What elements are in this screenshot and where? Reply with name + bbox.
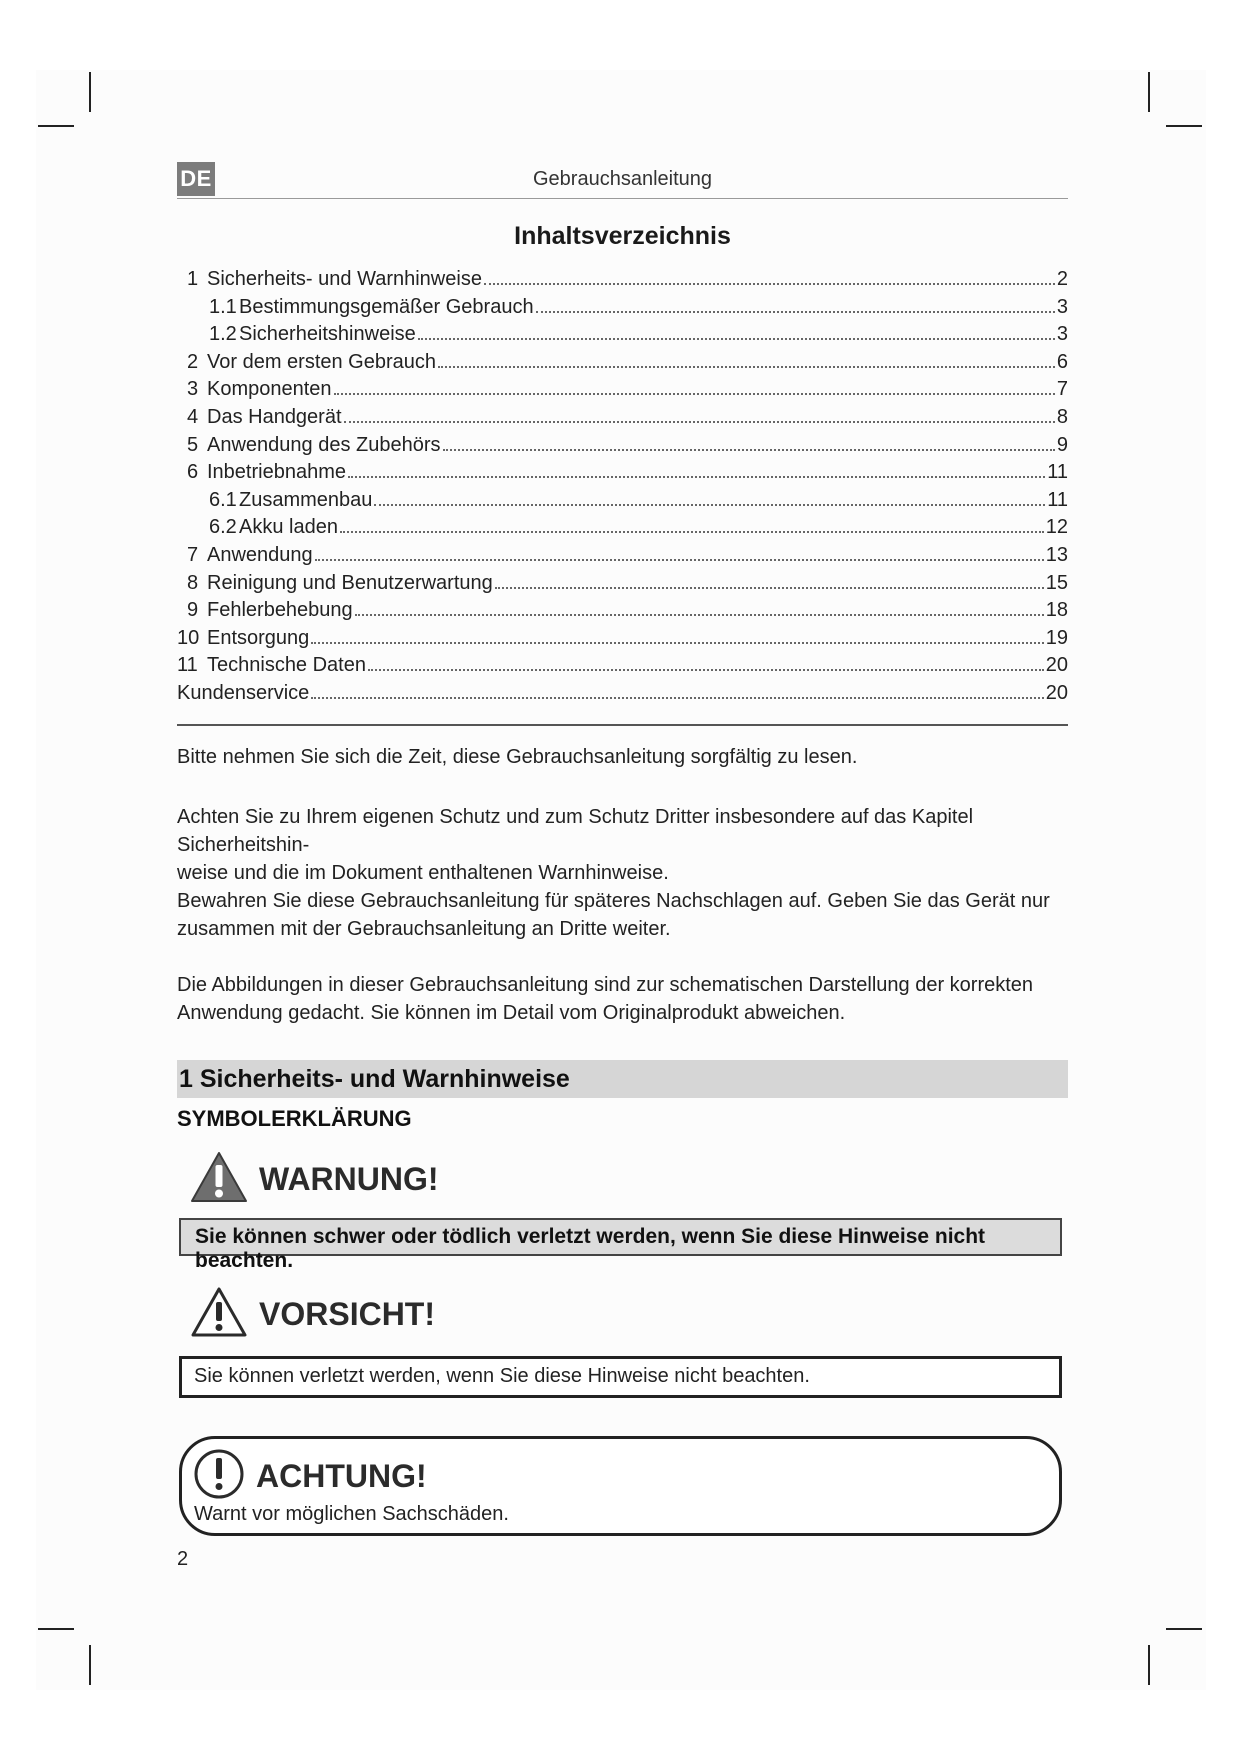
toc-entry-page: 6 (1056, 350, 1068, 373)
toc-leader-dots (311, 641, 1043, 644)
crop-mark (89, 1645, 91, 1685)
intro-line: weise und die im Dokument enthaltenen Warnhinweise. (177, 862, 669, 884)
toc-entry-number: 8 (187, 571, 199, 594)
toc-entry (177, 542, 1068, 570)
intro-line: Achten Sie zu Ihrem eigenen Schutz und zum Schutz Dritter insbesondere auf das Kapitel Sicherheitshin- (177, 806, 974, 856)
intro-paragraph-3 (177, 887, 1068, 943)
toc-entry-label: Sicherheits- und Warnhinweise (207, 268, 482, 290)
toc-leader-dots (344, 420, 1055, 423)
exclamation-circle-icon (192, 1447, 246, 1506)
caution-text: Sie können verletzt werden, wenn Sie diese Hinweise nicht beachten. (194, 1365, 810, 1387)
toc-entry (177, 625, 1068, 653)
toc-entry (177, 432, 1068, 460)
intro-paragraph-1 (177, 743, 1068, 771)
toc-entry-number: 4 (187, 405, 199, 428)
warning-heading (189, 1150, 439, 1209)
toc-entry-number: 3 (187, 378, 199, 401)
toc-entry-number: 6.1 (209, 488, 237, 511)
toc-leader-dots (418, 337, 1055, 340)
toc-entry-label: Inbetriebnahme (207, 461, 346, 484)
toc-leader-dots (334, 392, 1055, 395)
toc-entry-page: 20 (1045, 681, 1068, 704)
notice-text: Warnt vor möglichen Sachschäden. (194, 1503, 509, 1525)
toc-entry-page: 7 (1056, 378, 1068, 401)
toc-entry-label: Komponenten (207, 378, 332, 401)
crop-mark (1166, 1628, 1202, 1630)
toc-entry-number: 7 (187, 543, 199, 566)
divider (177, 724, 1068, 726)
toc-leader-dots (374, 503, 1045, 506)
toc-entry-page: 9 (1056, 433, 1068, 456)
intro-paragraph-2 (177, 803, 1068, 887)
caution-box (179, 1356, 1062, 1398)
toc-entry-page: 15 (1045, 571, 1068, 594)
toc-entry (177, 597, 1068, 625)
toc-entry-label: Akku laden (239, 516, 338, 539)
toc-entry-page: 20 (1045, 654, 1068, 677)
toc-entry-number: 10 (177, 626, 200, 649)
section-heading-bar (177, 1060, 1068, 1098)
toc-leader-dots (438, 365, 1055, 368)
page-number: 2 (177, 1548, 189, 1570)
toc-entry (177, 652, 1068, 680)
toc-leader-dots (355, 613, 1044, 616)
warning-text: Sie können schwer oder tödlich verletzt werden, wenn Sie diese Hinweise nicht beachten. (195, 1225, 986, 1272)
toc-entry (177, 570, 1068, 598)
toc-entry-number: 9 (187, 599, 199, 622)
toc-entry (177, 487, 1068, 515)
notice-box (179, 1436, 1062, 1536)
toc-entry (177, 514, 1068, 542)
header-title: Gebrauchsanleitung (532, 168, 712, 190)
toc-leader-dots (495, 586, 1044, 589)
caution-heading (189, 1285, 435, 1344)
toc-entry-label: Bestimmungsgemäßer Gebrauch (239, 295, 534, 318)
crop-mark (89, 72, 91, 112)
toc-entry-page: 3 (1056, 323, 1068, 346)
toc-entry-number: 1 (187, 268, 199, 290)
toc-entry (177, 376, 1068, 404)
toc-entry-page: 3 (1056, 295, 1068, 318)
language-badge: DE (177, 162, 215, 196)
toc-entry-number: 1.2 (209, 323, 237, 346)
warning-signal-word: WARNUNG! (259, 1161, 439, 1197)
toc-entry-number: 6.2 (209, 516, 237, 539)
toc-entry-label: Entsorgung (207, 626, 310, 649)
crop-mark (1148, 1645, 1150, 1685)
toc-entry-label: Technische Daten (207, 654, 366, 677)
intro-line: zusammen mit der Gebrauchsanleitung an Dritte weiter. (177, 918, 671, 940)
crop-mark (1166, 125, 1202, 127)
intro-line: Bewahren Sie diese Gebrauchsanleitung für späteres Nachschlagen auf. Geben Sie das Gerät nur (177, 890, 1050, 912)
toc-entry (177, 459, 1068, 487)
toc-entry (177, 266, 1068, 294)
toc-entry (177, 294, 1068, 322)
section-title: 1 Sicherheits- und Warnhinweise (179, 1065, 570, 1093)
toc-leader-dots (368, 668, 1044, 671)
toc-leader-dots (484, 282, 1055, 285)
notice-heading (192, 1447, 427, 1506)
toc-entry-label: Das Handgerät (207, 405, 342, 428)
toc-leader-dots (340, 530, 1044, 533)
toc-entry-number: 6 (187, 461, 199, 484)
toc-leader-dots (443, 448, 1055, 451)
intro-paragraph-4 (177, 971, 1068, 1027)
toc-entry (177, 404, 1068, 432)
toc-leader-dots (315, 558, 1044, 561)
toc-entry (177, 680, 1068, 708)
toc-entry-page: 19 (1045, 626, 1068, 649)
toc-leader-dots (536, 310, 1055, 313)
toc-entry-label: Fehlerbehebung (207, 599, 353, 622)
toc-entry (177, 321, 1068, 349)
toc-title: Inhaltsverzeichnis (514, 222, 731, 250)
intro-line: Anwendung gedacht. Sie können im Detail vom Originalprodukt abweichen. (177, 1002, 846, 1024)
toc-entry-page: 11 (1047, 461, 1068, 484)
table-of-contents (177, 266, 1068, 708)
crop-mark (38, 1628, 74, 1630)
symbol-explanation-heading: SYMBOLERKLÄRUNG (177, 1106, 412, 1131)
toc-entry-page: 8 (1056, 405, 1068, 428)
intro-line: Die Abbildungen in dieser Gebrauchsanleitung sind zur schematischen Darstellung der korrekten (177, 974, 1034, 996)
warning-triangle-icon (189, 1150, 249, 1209)
toc-entry-label: Vor dem ersten Gebrauch (207, 350, 437, 373)
toc-entry-page: 18 (1045, 599, 1068, 622)
warning-box (179, 1218, 1062, 1272)
toc-entry-page: 13 (1045, 543, 1068, 566)
crop-mark (38, 125, 74, 127)
notice-signal-word: ACHTUNG! (256, 1458, 427, 1494)
toc-entry-number: 1.1 (209, 295, 237, 318)
toc-entry-number: 11 (177, 654, 198, 677)
toc-entry-label: Zusammenbau (239, 488, 373, 511)
toc-entry (177, 349, 1068, 377)
intro-line: Bitte nehmen Sie sich die Zeit, diese Gebrauchsanleitung sorgfältig zu lesen. (177, 746, 858, 768)
toc-entry-number: 2 (187, 350, 199, 373)
toc-entry-label: Anwendung (207, 543, 313, 566)
caution-signal-word: VORSICHT! (259, 1296, 435, 1332)
toc-leader-dots (311, 696, 1043, 699)
toc-entry-label: Kundenservice (177, 681, 310, 704)
page-header (177, 160, 1068, 199)
toc-entry-page: 2 (1056, 268, 1068, 290)
toc-entry-label: Sicherheitshinweise (239, 323, 416, 346)
crop-mark (1148, 72, 1150, 112)
toc-leader-dots (348, 475, 1045, 478)
caution-triangle-icon (189, 1285, 249, 1344)
toc-entry-page: 11 (1047, 488, 1068, 511)
toc-entry-page: 12 (1045, 516, 1068, 539)
toc-entry-label: Anwendung des Zubehörs (207, 433, 441, 456)
toc-entry-label: Reinigung und Benutzerwartung (207, 571, 493, 594)
toc-entry-number: 5 (187, 433, 199, 456)
